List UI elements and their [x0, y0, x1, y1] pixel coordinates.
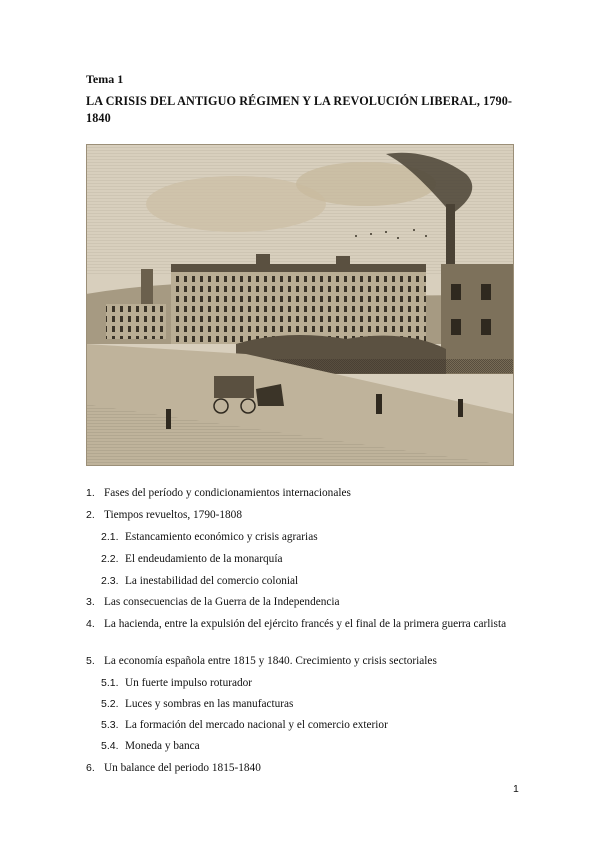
toc-item-text: La hacienda, entre la expulsión del ejército francés y el final de la primera guerra carlista — [104, 618, 507, 630]
toc-item-text: La formación del mercado nacional y el comercio exterior — [125, 719, 388, 731]
toc-item-number: 5.4. — [101, 740, 119, 752]
toc-item-number: 2. — [86, 509, 95, 521]
toc-item-text: Las consecuencias de la Guerra de la Independencia — [104, 596, 340, 608]
toc-item-number: 2.3. — [101, 575, 119, 587]
toc-item-number: 2.2. — [101, 553, 119, 565]
toc-item-text: Fases del período y condicionamientos internacionales — [104, 487, 351, 499]
toc-item-text: Moneda y banca — [125, 740, 200, 752]
toc-item-text: Un fuerte impulso roturador — [125, 677, 253, 689]
toc-item-number: 5.1. — [101, 677, 119, 689]
chapter-label: Tema 1 — [86, 72, 124, 86]
toc-item-text: Tiempos revueltos, 1790-1808 — [104, 509, 242, 521]
toc-item-number: 5.2. — [101, 698, 119, 710]
factory-engraving-illustration — [86, 144, 514, 466]
toc-item-number: 5.3. — [101, 719, 119, 731]
toc-item-number: 2.1. — [101, 531, 119, 543]
toc-item-number: 6. — [86, 762, 95, 774]
toc-item-number: 5. — [86, 655, 95, 667]
toc-item-number: 1. — [86, 487, 95, 499]
toc-item-text: Un balance del periodo 1815-1840 — [104, 762, 261, 774]
toc-item-text: Estancamiento económico y crisis agrarias — [125, 531, 318, 543]
toc-item-text: El endeudamiento de la monarquía — [125, 553, 283, 565]
toc-item-number: 4. — [86, 618, 95, 630]
toc-item-text: Luces y sombras en las manufacturas — [125, 698, 294, 710]
toc-item-number: 3. — [86, 596, 95, 608]
chapter-title: LA CRISIS DEL ANTIGUO RÉGIMEN Y LA REVOLUCIÓN LIBERAL, 1790-1840 — [86, 94, 513, 125]
toc-item-text: La inestabilidad del comercio colonial — [125, 575, 299, 587]
page-number: 1 — [513, 783, 519, 795]
toc-item-text: La economía española entre 1815 y 1840. Crecimiento y crisis sectoriales — [104, 655, 437, 667]
